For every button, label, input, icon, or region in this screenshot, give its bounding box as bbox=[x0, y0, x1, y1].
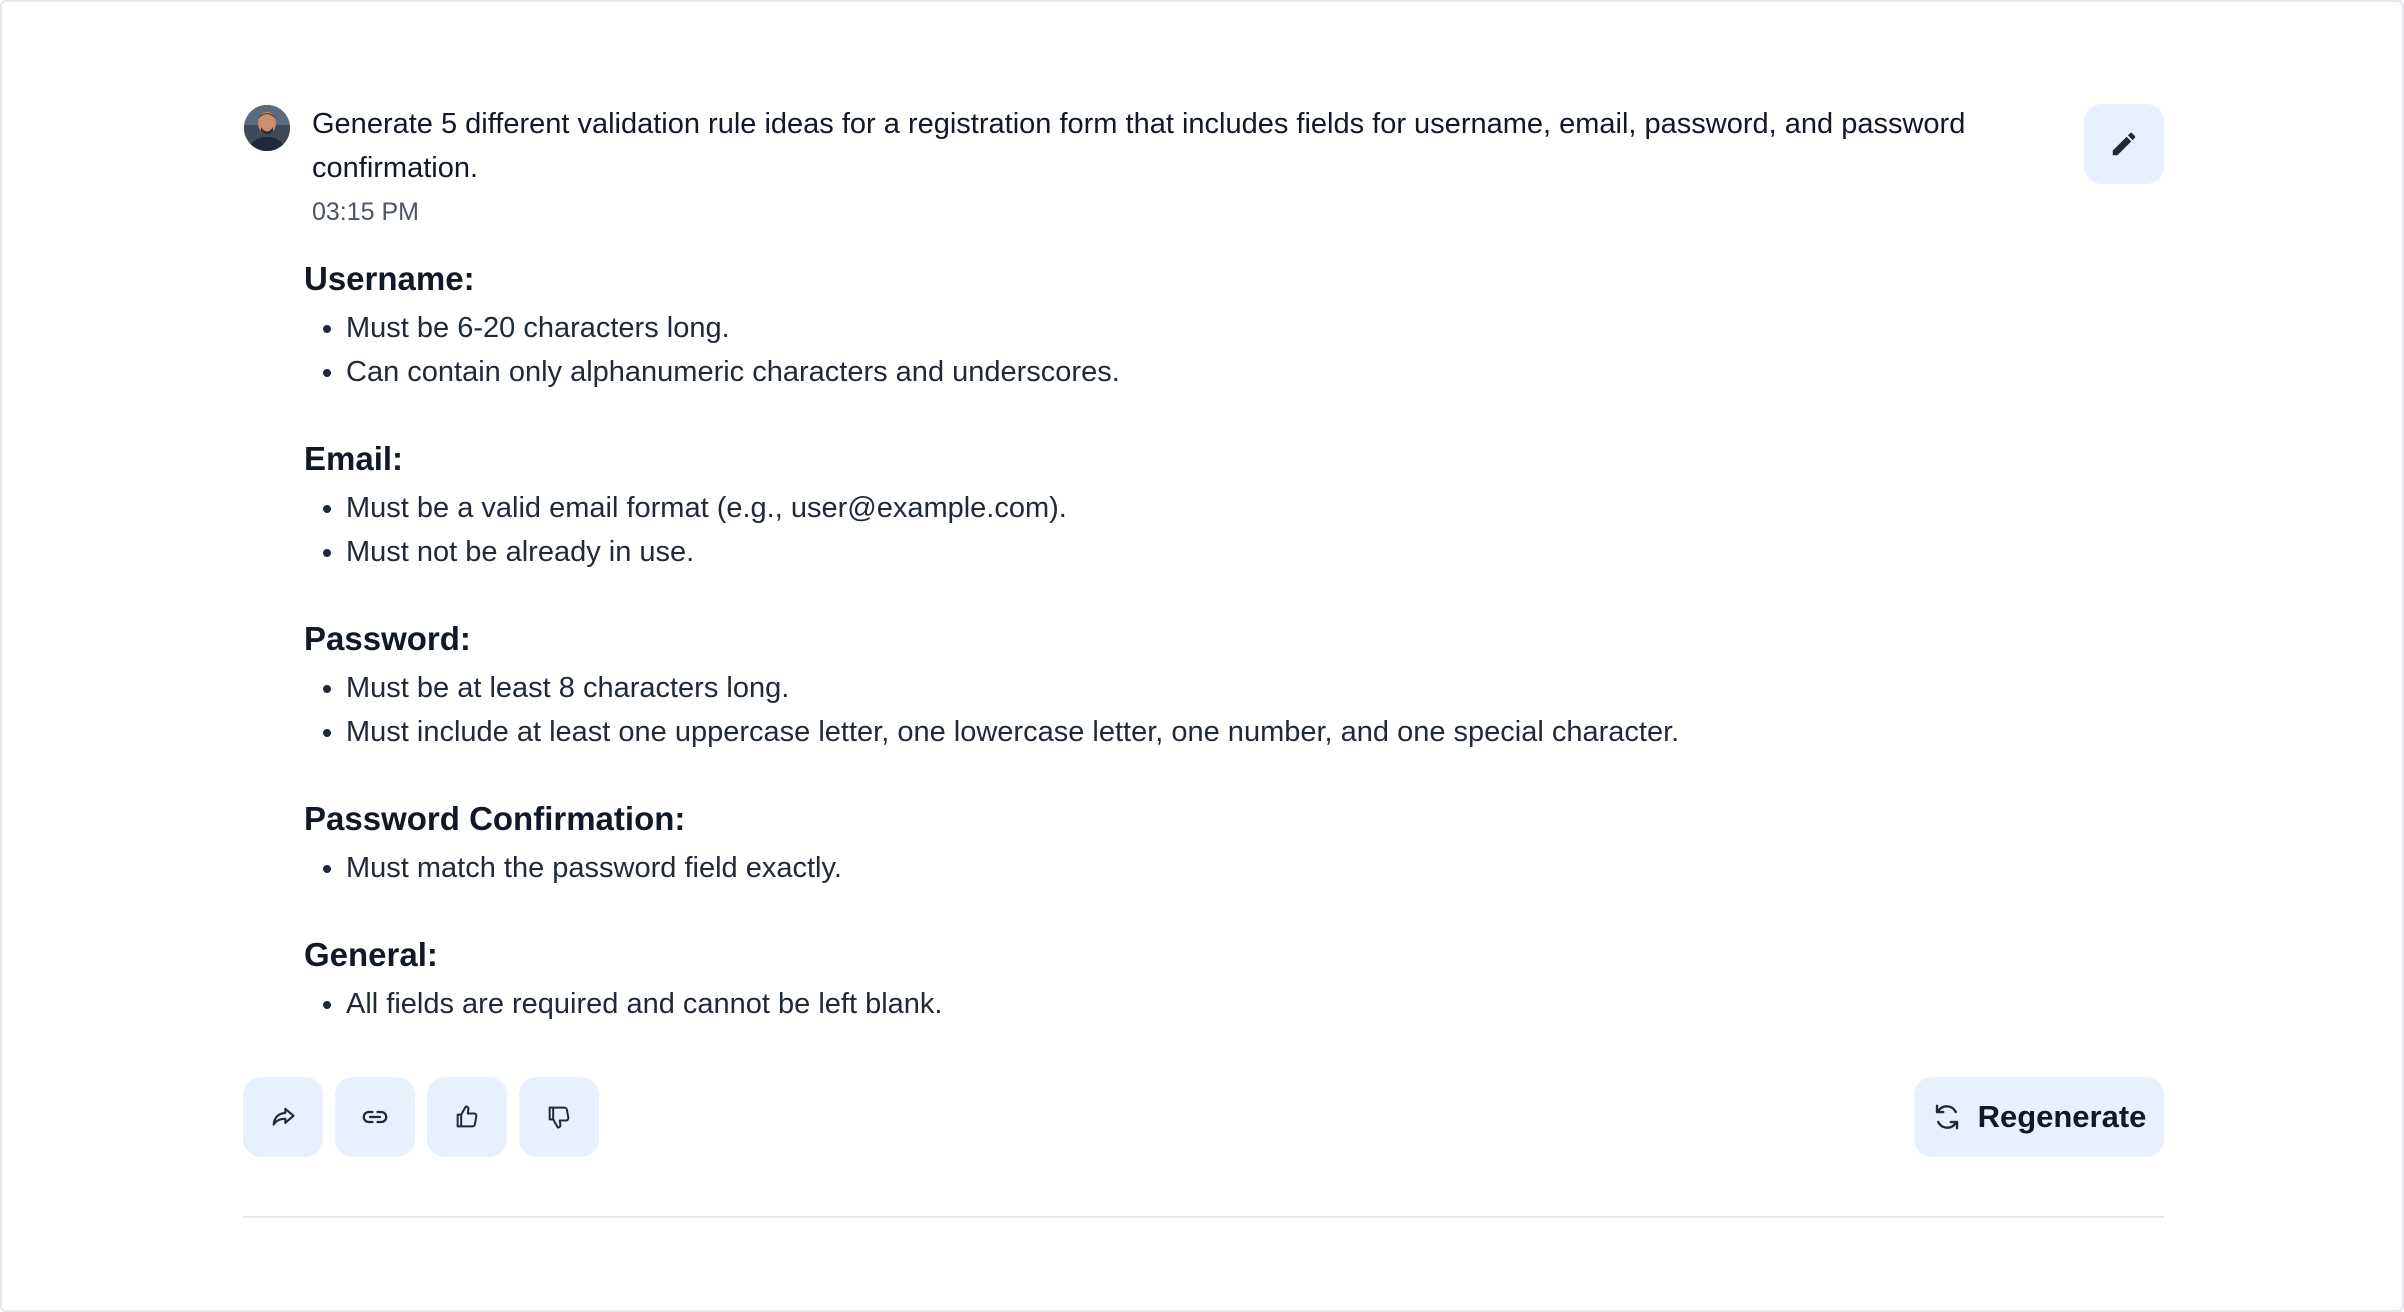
list-item: • All fields are required and cannot be left blank. bbox=[346, 982, 2104, 1026]
section-heading: Username: bbox=[304, 260, 475, 297]
list-item: • Can contain only alphanumeric characters and underscores. bbox=[346, 350, 2104, 394]
list-item: • Must be a valid email format (e.g., user@example.com). bbox=[346, 486, 2104, 530]
list-item: • Must be at least 8 characters long. bbox=[346, 666, 2104, 710]
user-prompt-text: Generate 5 different validation rule ideas for a registration form that includes fields for username, email, password, and password confirmation. bbox=[312, 108, 1966, 184]
like-button[interactable] bbox=[427, 1077, 507, 1157]
section-heading: General: bbox=[304, 936, 438, 973]
share-icon bbox=[269, 1103, 297, 1131]
rule-section-password bbox=[304, 614, 2104, 754]
rule-section-password-confirmation bbox=[304, 794, 2104, 890]
thumbs-down-icon bbox=[545, 1103, 573, 1131]
section-heading: Password Confirmation: bbox=[304, 800, 686, 837]
rule-list bbox=[304, 666, 2104, 754]
section-heading: Email: bbox=[304, 440, 404, 477]
divider bbox=[243, 1216, 2164, 1218]
list-item: • Must be 6-20 characters long. bbox=[346, 306, 2104, 350]
rule-list bbox=[304, 982, 2104, 1026]
list-item: • Must include at least one uppercase letter, one lowercase letter, one number, and one special character. bbox=[346, 710, 2104, 754]
share-button[interactable] bbox=[243, 1077, 323, 1157]
response-actions bbox=[243, 1077, 599, 1157]
copy-link-button[interactable] bbox=[335, 1077, 415, 1157]
thumbs-up-icon bbox=[453, 1103, 481, 1131]
section-heading: Password: bbox=[304, 620, 471, 657]
list-item: • Must not be already in use. bbox=[346, 530, 2104, 574]
refresh-icon bbox=[1932, 1102, 1962, 1132]
regenerate-label: Regenerate bbox=[1977, 1099, 2147, 1134]
regenerate-button[interactable] bbox=[1914, 1077, 2164, 1157]
pencil-icon bbox=[2109, 129, 2139, 159]
message-timestamp: 03:15 PM bbox=[312, 198, 420, 226]
assistant-response bbox=[304, 254, 2104, 1066]
rule-section-email bbox=[304, 434, 2104, 574]
rule-list bbox=[304, 846, 2104, 890]
dislike-button[interactable] bbox=[519, 1077, 599, 1157]
rule-list bbox=[304, 306, 2104, 394]
rule-list bbox=[304, 486, 2104, 574]
user-avatar bbox=[244, 105, 290, 151]
list-item: • Must match the password field exactly. bbox=[346, 846, 2104, 890]
rule-section-general bbox=[304, 930, 2104, 1026]
rule-section-username bbox=[304, 254, 2104, 394]
link-icon bbox=[360, 1102, 390, 1132]
edit-prompt-button[interactable] bbox=[2084, 104, 2164, 184]
